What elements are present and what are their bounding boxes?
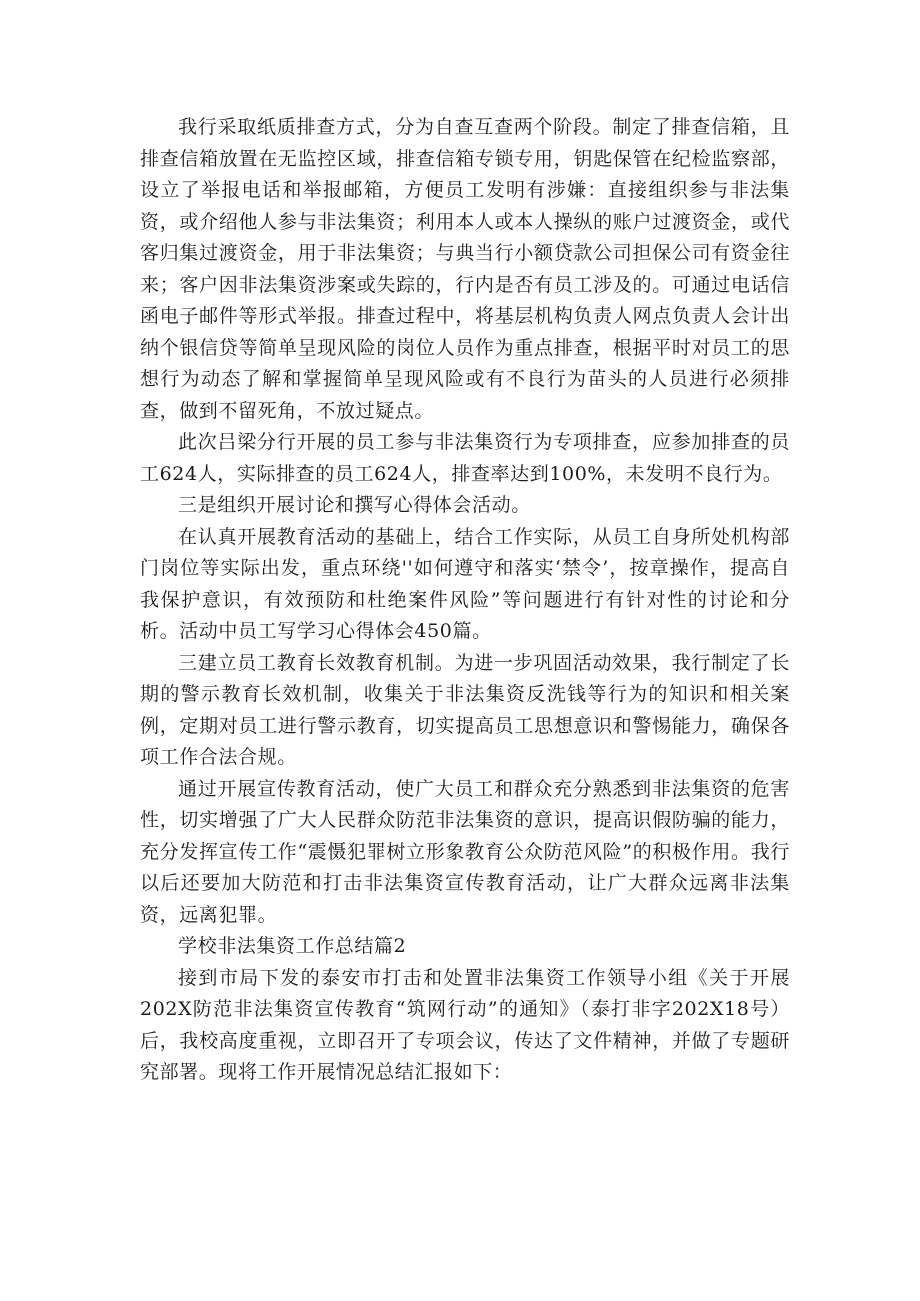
document-body [140, 112, 790, 1089]
paragraph-inspection-method: 我行采取纸质排查方式，分为自查互查两个阶段。制定了排查信箱，且排查信箱放置在无监控区域，排查信箱专锁专用，钥匙保管在纪检监察部，设立了举报电话和举报邮箱，方便员工发明有涉嫌：直接组织参与非法集资，或介绍他人参与非法集资；利用本人或本人操纵的账户过渡资金，或代客归集过渡资金，用于非法集资；与典当行小额贷款公司担保公司有资金往来；客户因非法集资涉案或失踪的，行内是否有员工涉及的。可通过电话信函电子邮件等形式举报。排查过程中，将基层机构负责人网点负责人会计出纳个银信贷等简单呈现风险的岗位人员作为重点排查，根据平时对员工的思想行为动态了解和掌握简单呈现风险或有不良行为苗头的人员进行必须排查，做到不留死角，不放过疑点。 [140, 116, 790, 422]
section-title: 学校非法集资工作总结篇2 [178, 935, 407, 957]
paragraph-school-report: 接到市局下发的泰安市打击和处置非法集资工作领导小组《关于开展202X防范非法集资宣传教育“筑网行动”的通知》（泰打非字202X18号）后，我校高度重视，立即召开了专项会议，传达了文件精神，并做了专题研究部署。现将工作开展情况总结汇报如下： [140, 966, 790, 1083]
paragraph-discussion-activity: 在认真开展教育活动的基础上，结合工作实际，从员工自身所处机构部门岗位等实际出发，重点环绕''如何遵守和落实‘禁令’，按章操作，提高自我保护意识，有效预防和杜绝案件风险”等问题进行有针对性的讨论和分析。活动中员工写学习心得体会450篇。 [140, 525, 790, 642]
paragraph-education-mechanism: 三建立员工教育长效教育机制。为进一步巩固活动效果，我行制定了长期的警示教育长效机制，收集关于非法集资反洗钱等行为的知识和相关案例，定期对员工进行警示教育，切实提高员工思想意识和警惕能力，确保各项工作合法合规。 [140, 651, 790, 768]
paragraph-publicity-summary: 通过开展宣传教育活动，使广大员工和群众充分熟悉到非法集资的危害性，切实增强了广大人民群众防范非法集资的意识，提高识假防骗的能力，充分发挥宣传工作“震慑犯罪树立形象教育公众防范风险”的积极作用。我行以后还要加大防范和打击非法集资宣传教育活动，让广大群众远离非法集资，远离犯罪。 [140, 777, 790, 926]
paragraph-inspection-result: 此次吕梁分行开展的员工参与非法集资行为专项排查，应参加排查的员工624人，实际排查的员工624人，排查率达到100%，未发明不良行为。 [140, 431, 790, 485]
paragraph-discussion-heading: 三是组织开展讨论和撰写心得体会活动。 [178, 494, 531, 516]
